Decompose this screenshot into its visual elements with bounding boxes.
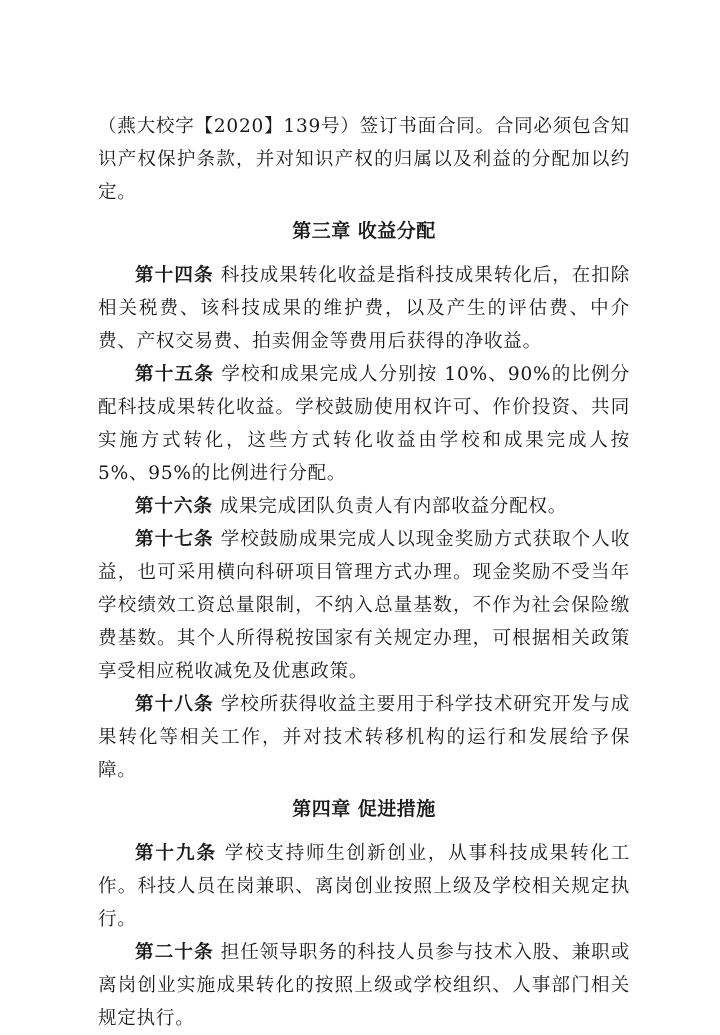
article-text: 担任领导职务的科技人员参与技术入股、兼职或离岗创业实施成果转化的按照上级或学校组织、人事部门相关规定执行。 [98,942,630,1029]
article-14 [98,259,630,358]
article-text: 学校和成果完成人分别按 10%、90%的比例分配科技成果转化收益。学校鼓励使用权许可、作价投资、共同实施方式转化，这些方式转化收益由学校和成果完成人按 5%、95%的比例进行分配。 [98,364,630,484]
article-number: 第十五条 [135,364,215,385]
article-text: 学校鼓励成果完成人以现金奖励方式获取个人收益，也可采用横向科研项目管理方式办理。现金奖励不受当年学校绩效工资总量限制，不纳入总量基数，不作为社会保险缴费基数。其个人所得税按国家有关规定办理，可根据相关政策享受相应税收减免及优惠政策。 [98,529,630,682]
article-number: 第十八条 [135,694,214,715]
article-19 [98,837,630,936]
article-15 [98,358,630,490]
article-number: 第十六条 [135,496,214,517]
article-16 [98,490,630,523]
article-text: 成果完成团队负责人有内部收益分配权。 [213,496,568,517]
article-number: 第十九条 [135,843,218,864]
article-17 [98,523,630,688]
article-18 [98,688,630,787]
document-body [98,110,630,1035]
chapter-3-title: 第三章 收益分配 [292,220,436,242]
article-number: 第十七条 [135,529,214,550]
intro-paragraph: （燕大校字【2020】139号）签订书面合同。合同必须包含知识产权保护条款，并对知识产权的归属以及利益的分配加以约定。 [98,116,630,203]
article-20 [98,936,630,1035]
article-text: 学校所获得收益主要用于科学技术研究开发与成果转化等相关工作，并对技术转移机构的运行和发展给予保障。 [98,694,630,781]
article-number: 第二十条 [135,942,214,963]
article-number: 第十四条 [135,265,214,286]
article-text: 学校支持师生创新创业，从事科技成果转化工作。科技人员在岗兼职、离岗创业按照上级及学校相关规定执行。 [98,843,630,930]
article-text: 科技成果转化收益是指科技成果转化后，在扣除相关税费、该科技成果的维护费，以及产生的评估费、中介费、产权交易费、拍卖佣金等费用后获得的净收益。 [98,265,630,352]
chapter-4-title: 第四章 促进措施 [292,798,436,820]
